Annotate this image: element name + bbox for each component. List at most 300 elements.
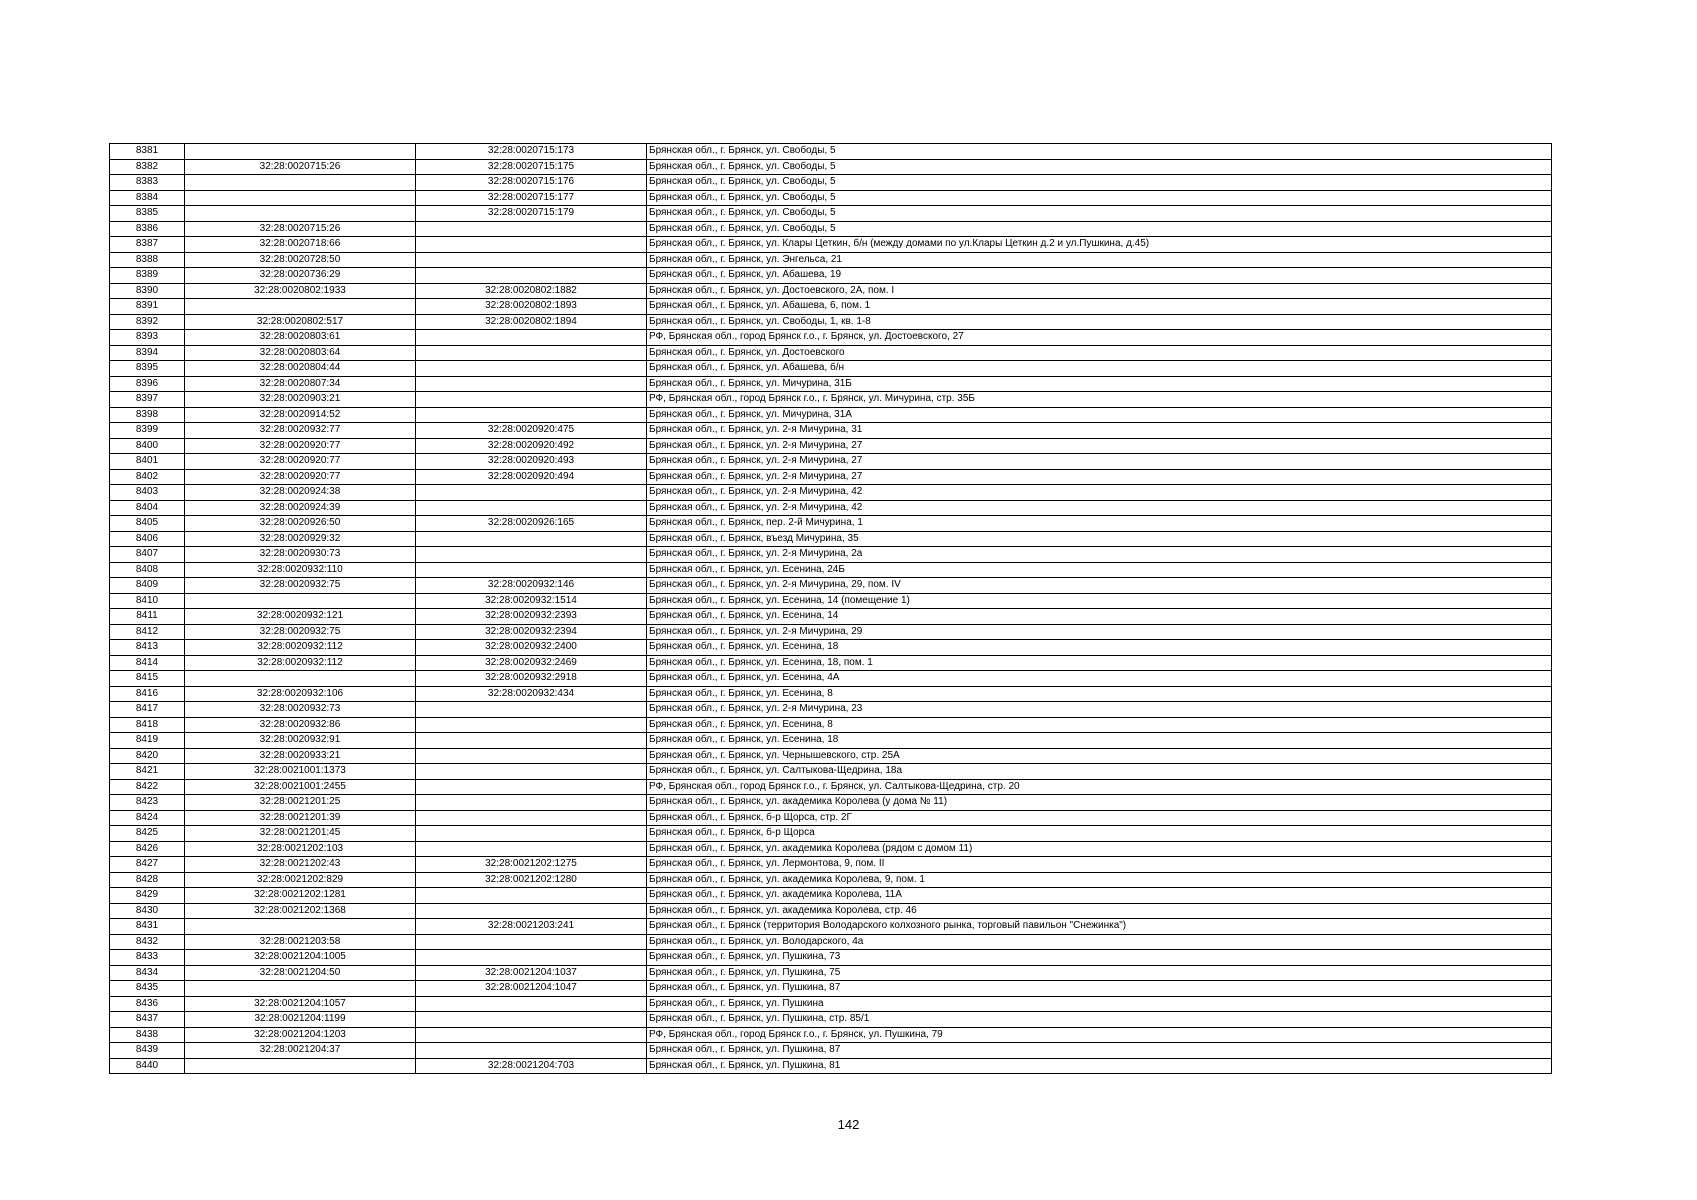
row-number-cell: 8391 — [110, 299, 185, 315]
address-cell: Брянская обл., г. Брянск, ул. Есенина, 8 — [647, 717, 1552, 733]
table-row — [110, 330, 1552, 346]
table-row — [110, 299, 1552, 315]
table-row — [110, 795, 1552, 811]
land-cadastral-cell: 32:28:0021202:43 — [185, 857, 416, 873]
building-cadastral-cell: 32:28:0020932:434 — [416, 686, 647, 702]
land-cadastral-cell — [185, 593, 416, 609]
table-row — [110, 686, 1552, 702]
address-cell: Брянская обл., г. Брянск, ул. академика Королева (у дома № 11) — [647, 795, 1552, 811]
row-number-cell: 8408 — [110, 562, 185, 578]
row-number-cell: 8422 — [110, 779, 185, 795]
row-number-cell: 8394 — [110, 345, 185, 361]
address-cell: Брянская обл., г. Брянск, ул. Лермонтова, 9, пом. II — [647, 857, 1552, 873]
building-cadastral-cell — [416, 826, 647, 842]
building-cadastral-cell — [416, 392, 647, 408]
row-number-cell: 8435 — [110, 981, 185, 997]
address-cell: Брянская обл., г. Брянск, ул. 2-я Мичурина, 23 — [647, 702, 1552, 718]
row-number-cell: 8405 — [110, 516, 185, 532]
row-number-cell: 8439 — [110, 1043, 185, 1059]
land-cadastral-cell: 32:28:0020802:517 — [185, 314, 416, 330]
address-cell: Брянская обл., г. Брянск, ул. 2-я Мичурина, 27 — [647, 469, 1552, 485]
address-cell: Брянская обл., г. Брянск, ул. Пушкина, 87 — [647, 981, 1552, 997]
table-row — [110, 531, 1552, 547]
table-row — [110, 733, 1552, 749]
row-number-cell: 8440 — [110, 1058, 185, 1074]
land-cadastral-cell: 32:28:0020903:21 — [185, 392, 416, 408]
land-cadastral-cell: 32:28:0020932:121 — [185, 609, 416, 625]
building-cadastral-cell: 32:28:0021204:1047 — [416, 981, 647, 997]
row-number-cell: 8425 — [110, 826, 185, 842]
table-row — [110, 624, 1552, 640]
table-row — [110, 206, 1552, 222]
land-cadastral-cell — [185, 206, 416, 222]
land-cadastral-cell: 32:28:0020932:75 — [185, 624, 416, 640]
table-row — [110, 469, 1552, 485]
land-cadastral-cell: 32:28:0020932:77 — [185, 423, 416, 439]
row-number-cell: 8396 — [110, 376, 185, 392]
table-row — [110, 407, 1552, 423]
building-cadastral-cell — [416, 888, 647, 904]
address-cell: Брянская обл., г. Брянск, ул. Пушкина, 73 — [647, 950, 1552, 966]
address-cell: Брянская обл., г. Брянск, ул. Мичурина, 31А — [647, 407, 1552, 423]
table-row — [110, 438, 1552, 454]
building-cadastral-cell: 32:28:0021203:241 — [416, 919, 647, 935]
address-cell: Брянская обл., г. Брянск, ул. Пушкина, 87 — [647, 1043, 1552, 1059]
building-cadastral-cell: 32:28:0020920:492 — [416, 438, 647, 454]
building-cadastral-cell: 32:28:0020932:2918 — [416, 671, 647, 687]
land-cadastral-cell: 32:28:0021202:103 — [185, 841, 416, 857]
land-cadastral-cell: 32:28:0020802:1933 — [185, 283, 416, 299]
address-cell: Брянская обл., г. Брянск, ул. Свободы, 5 — [647, 175, 1552, 191]
land-cadastral-cell: 32:28:0020932:91 — [185, 733, 416, 749]
land-cadastral-cell: 32:28:0020920:77 — [185, 454, 416, 470]
land-cadastral-cell: 32:28:0020932:106 — [185, 686, 416, 702]
address-cell: Брянская обл., г. Брянск, ул. Есенина, 24Б — [647, 562, 1552, 578]
building-cadastral-cell — [416, 764, 647, 780]
building-cadastral-cell: 32:28:0020920:493 — [416, 454, 647, 470]
building-cadastral-cell — [416, 1012, 647, 1028]
row-number-cell: 8406 — [110, 531, 185, 547]
row-number-cell: 8436 — [110, 996, 185, 1012]
table-row — [110, 671, 1552, 687]
table-row — [110, 252, 1552, 268]
address-cell: Брянская обл., г. Брянск, ул. академика Королева, 11А — [647, 888, 1552, 904]
table-row — [110, 826, 1552, 842]
table-row — [110, 965, 1552, 981]
building-cadastral-cell: 32:28:0020926:165 — [416, 516, 647, 532]
land-cadastral-cell: 32:28:0020926:50 — [185, 516, 416, 532]
row-number-cell: 8413 — [110, 640, 185, 656]
row-number-cell: 8386 — [110, 221, 185, 237]
row-number-cell: 8404 — [110, 500, 185, 516]
land-cadastral-cell: 32:28:0020718:66 — [185, 237, 416, 253]
row-number-cell: 8392 — [110, 314, 185, 330]
building-cadastral-cell — [416, 500, 647, 516]
land-cadastral-cell: 32:28:0020924:39 — [185, 500, 416, 516]
building-cadastral-cell — [416, 1027, 647, 1043]
table-row — [110, 748, 1552, 764]
table-row — [110, 934, 1552, 950]
building-cadastral-cell: 32:28:0021204:703 — [416, 1058, 647, 1074]
address-cell: Брянская обл., г. Брянск, б-р Щорса — [647, 826, 1552, 842]
table-row — [110, 996, 1552, 1012]
address-cell: Брянская обл., г. Брянск, ул. Салтыкова-Щедрина, 18а — [647, 764, 1552, 780]
table-row — [110, 485, 1552, 501]
building-cadastral-cell — [416, 934, 647, 950]
address-cell: Брянская обл., г. Брянск, ул. Пушкина — [647, 996, 1552, 1012]
building-cadastral-cell — [416, 810, 647, 826]
row-number-cell: 8388 — [110, 252, 185, 268]
land-cadastral-cell: 32:28:0021201:25 — [185, 795, 416, 811]
row-number-cell: 8381 — [110, 144, 185, 160]
address-cell: Брянская обл., г. Брянск, ул. Пушкина, 75 — [647, 965, 1552, 981]
address-cell: Брянская обл., г. Брянск, ул. Есенина, 14 (помещение 1) — [647, 593, 1552, 609]
land-cadastral-cell: 32:28:0020803:61 — [185, 330, 416, 346]
table-row — [110, 950, 1552, 966]
building-cadastral-cell — [416, 717, 647, 733]
building-cadastral-cell: 32:28:0020802:1882 — [416, 283, 647, 299]
table-row — [110, 144, 1552, 160]
building-cadastral-cell — [416, 361, 647, 377]
row-number-cell: 8402 — [110, 469, 185, 485]
address-cell: Брянская обл., г. Брянск, ул. 2-я Мичурина, 42 — [647, 500, 1552, 516]
row-number-cell: 8434 — [110, 965, 185, 981]
row-number-cell: 8437 — [110, 1012, 185, 1028]
land-cadastral-cell: 32:28:0020807:34 — [185, 376, 416, 392]
building-cadastral-cell: 32:28:0020715:177 — [416, 190, 647, 206]
land-cadastral-cell — [185, 981, 416, 997]
land-cadastral-cell: 32:28:0021204:1203 — [185, 1027, 416, 1043]
land-cadastral-cell: 32:28:0020929:32 — [185, 531, 416, 547]
address-cell: Брянская обл., г. Брянск, ул. Энгельса, 21 — [647, 252, 1552, 268]
address-cell: Брянская обл., г. Брянск, ул. Есенина, 18 — [647, 640, 1552, 656]
land-cadastral-cell: 32:28:0021202:1281 — [185, 888, 416, 904]
address-cell: Брянская обл., г. Брянск, ул. 2-я Мичурина, 27 — [647, 454, 1552, 470]
table-row — [110, 314, 1552, 330]
table-row — [110, 345, 1552, 361]
address-cell: Брянская обл., г. Брянск, ул. Абашева, 6, пом. 1 — [647, 299, 1552, 315]
table-row — [110, 423, 1552, 439]
address-cell: Брянская обл., г. Брянск, ул. Свободы, 5 — [647, 206, 1552, 222]
address-cell: Брянская обл., г. Брянск, ул. 2-я Мичурина, 29 — [647, 624, 1552, 640]
address-cell: Брянская обл., г. Брянск, ул. Свободы, 5 — [647, 190, 1552, 206]
building-cadastral-cell: 32:28:0021202:1280 — [416, 872, 647, 888]
table-body — [110, 144, 1552, 1074]
land-cadastral-cell: 32:28:0020728:50 — [185, 252, 416, 268]
address-cell: Брянская обл., г. Брянск, ул. академика Королева (рядом с домом 11) — [647, 841, 1552, 857]
table-row — [110, 1058, 1552, 1074]
building-cadastral-cell — [416, 748, 647, 764]
building-cadastral-cell — [416, 485, 647, 501]
building-cadastral-cell — [416, 562, 647, 578]
table-row — [110, 702, 1552, 718]
land-cadastral-cell — [185, 1058, 416, 1074]
land-cadastral-cell: 32:28:0021204:1005 — [185, 950, 416, 966]
building-cadastral-cell: 32:28:0020715:175 — [416, 159, 647, 175]
row-number-cell: 8395 — [110, 361, 185, 377]
table-row — [110, 283, 1552, 299]
land-cadastral-cell: 32:28:0020933:21 — [185, 748, 416, 764]
row-number-cell: 8424 — [110, 810, 185, 826]
row-number-cell: 8420 — [110, 748, 185, 764]
row-number-cell: 8430 — [110, 903, 185, 919]
row-number-cell: 8423 — [110, 795, 185, 811]
table-row — [110, 593, 1552, 609]
address-cell: Брянская обл., г. Брянск, ул. Есенина, 18, пом. 1 — [647, 655, 1552, 671]
table-row — [110, 175, 1552, 191]
land-cadastral-cell: 32:28:0021203:58 — [185, 934, 416, 950]
building-cadastral-cell — [416, 237, 647, 253]
land-cadastral-cell — [185, 299, 416, 315]
table-row — [110, 221, 1552, 237]
address-cell: Брянская обл., г. Брянск, ул. Абашева, 19 — [647, 268, 1552, 284]
land-cadastral-cell: 32:28:0020924:38 — [185, 485, 416, 501]
address-cell: Брянская обл., г. Брянск, ул. Свободы, 5 — [647, 221, 1552, 237]
row-number-cell: 8429 — [110, 888, 185, 904]
row-number-cell: 8421 — [110, 764, 185, 780]
building-cadastral-cell: 32:28:0021204:1037 — [416, 965, 647, 981]
building-cadastral-cell: 32:28:0020715:173 — [416, 144, 647, 160]
land-cadastral-cell: 32:28:0020932:112 — [185, 655, 416, 671]
land-cadastral-cell: 32:28:0021204:50 — [185, 965, 416, 981]
row-number-cell: 8399 — [110, 423, 185, 439]
row-number-cell: 8400 — [110, 438, 185, 454]
building-cadastral-cell — [416, 330, 647, 346]
building-cadastral-cell: 32:28:0020802:1893 — [416, 299, 647, 315]
address-cell: Брянская обл., г. Брянск, ул. Пушкина, 81 — [647, 1058, 1552, 1074]
table-row — [110, 237, 1552, 253]
building-cadastral-cell: 32:28:0020920:494 — [416, 469, 647, 485]
address-cell: Брянская обл., г. Брянск, ул. 2-я Мичурина, 29, пом. IV — [647, 578, 1552, 594]
address-cell: Брянская обл., г. Брянск, ул. Свободы, 5 — [647, 144, 1552, 160]
building-cadastral-cell — [416, 376, 647, 392]
building-cadastral-cell — [416, 1043, 647, 1059]
row-number-cell: 8387 — [110, 237, 185, 253]
row-number-cell: 8432 — [110, 934, 185, 950]
page-number: 142 — [837, 1117, 860, 1132]
row-number-cell: 8417 — [110, 702, 185, 718]
table-row — [110, 547, 1552, 563]
row-number-cell: 8382 — [110, 159, 185, 175]
table-row — [110, 764, 1552, 780]
row-number-cell: 8384 — [110, 190, 185, 206]
table-row — [110, 392, 1552, 408]
building-cadastral-cell: 32:28:0020932:146 — [416, 578, 647, 594]
building-cadastral-cell — [416, 252, 647, 268]
row-number-cell: 8385 — [110, 206, 185, 222]
building-cadastral-cell — [416, 841, 647, 857]
table-row — [110, 454, 1552, 470]
cadastral-table — [109, 143, 1552, 1074]
land-cadastral-cell: 32:28:0021204:37 — [185, 1043, 416, 1059]
building-cadastral-cell — [416, 996, 647, 1012]
address-cell: Брянская обл., г. Брянск, ул. Есенина, 4А — [647, 671, 1552, 687]
land-cadastral-cell — [185, 190, 416, 206]
row-number-cell: 8438 — [110, 1027, 185, 1043]
land-cadastral-cell: 32:28:0020932:73 — [185, 702, 416, 718]
row-number-cell: 8393 — [110, 330, 185, 346]
land-cadastral-cell: 32:28:0020914:52 — [185, 407, 416, 423]
building-cadastral-cell — [416, 407, 647, 423]
address-cell: Брянская обл., г. Брянск (территория Володарского колхозного рынка, торговый павильон "Снежинка") — [647, 919, 1552, 935]
land-cadastral-cell: 32:28:0021001:1373 — [185, 764, 416, 780]
row-number-cell: 8410 — [110, 593, 185, 609]
land-cadastral-cell — [185, 175, 416, 191]
row-number-cell: 8433 — [110, 950, 185, 966]
address-cell: Брянская обл., г. Брянск, ул. академика Королева, стр. 46 — [647, 903, 1552, 919]
land-cadastral-cell: 32:28:0020804:44 — [185, 361, 416, 377]
land-cadastral-cell — [185, 144, 416, 160]
building-cadastral-cell — [416, 702, 647, 718]
address-cell: Брянская обл., г. Брянск, ул. Есенина, 8 — [647, 686, 1552, 702]
building-cadastral-cell: 32:28:0020932:1514 — [416, 593, 647, 609]
table-row — [110, 190, 1552, 206]
building-cadastral-cell — [416, 950, 647, 966]
row-number-cell: 8419 — [110, 733, 185, 749]
address-cell: РФ, Брянская обл., город Брянск г.о., г. Брянск, ул. Пушкина, 79 — [647, 1027, 1552, 1043]
table-row — [110, 1012, 1552, 1028]
address-cell: Брянская обл., г. Брянск, ул. Достоевского, 2А, пом. I — [647, 283, 1552, 299]
land-cadastral-cell: 32:28:0021201:45 — [185, 826, 416, 842]
table-row — [110, 159, 1552, 175]
building-cadastral-cell — [416, 733, 647, 749]
address-cell: Брянская обл., г. Брянск, ул. Клары Цеткин, б/н (между домами по ул.Клары Цеткин д.2 и ул.Пушкина, д.45) — [647, 237, 1552, 253]
table-row — [110, 857, 1552, 873]
address-cell: Брянская обл., г. Брянск, ул. Есенина, 18 — [647, 733, 1552, 749]
table-row — [110, 516, 1552, 532]
address-cell: Брянская обл., г. Брянск, ул. 2-я Мичурина, 2а — [647, 547, 1552, 563]
row-number-cell: 8418 — [110, 717, 185, 733]
row-number-cell: 8398 — [110, 407, 185, 423]
table-row — [110, 1043, 1552, 1059]
land-cadastral-cell: 32:28:0020920:77 — [185, 469, 416, 485]
table-row — [110, 888, 1552, 904]
building-cadastral-cell: 32:28:0020802:1894 — [416, 314, 647, 330]
address-cell: Брянская обл., г. Брянск, б-р Щорса, стр. 2Г — [647, 810, 1552, 826]
building-cadastral-cell — [416, 903, 647, 919]
land-cadastral-cell: 32:28:0020736:29 — [185, 268, 416, 284]
building-cadastral-cell — [416, 547, 647, 563]
address-cell: Брянская обл., г. Брянск, ул. Свободы, 1, кв. 1-8 — [647, 314, 1552, 330]
row-number-cell: 8397 — [110, 392, 185, 408]
row-number-cell: 8390 — [110, 283, 185, 299]
building-cadastral-cell: 32:28:0020932:2400 — [416, 640, 647, 656]
building-cadastral-cell — [416, 779, 647, 795]
row-number-cell: 8389 — [110, 268, 185, 284]
address-cell: Брянская обл., г. Брянск, ул. Достоевского — [647, 345, 1552, 361]
row-number-cell: 8412 — [110, 624, 185, 640]
row-number-cell: 8409 — [110, 578, 185, 594]
building-cadastral-cell: 32:28:0020715:176 — [416, 175, 647, 191]
land-cadastral-cell: 32:28:0020803:64 — [185, 345, 416, 361]
building-cadastral-cell: 32:28:0020932:2394 — [416, 624, 647, 640]
address-cell: Брянская обл., г. Брянск, въезд Мичурина, 35 — [647, 531, 1552, 547]
land-cadastral-cell: 32:28:0021204:1199 — [185, 1012, 416, 1028]
land-cadastral-cell: 32:28:0021202:829 — [185, 872, 416, 888]
row-number-cell: 8427 — [110, 857, 185, 873]
land-cadastral-cell: 32:28:0020932:110 — [185, 562, 416, 578]
building-cadastral-cell: 32:28:0020920:475 — [416, 423, 647, 439]
table-row — [110, 655, 1552, 671]
table-row — [110, 640, 1552, 656]
land-cadastral-cell: 32:28:0021204:1057 — [185, 996, 416, 1012]
land-cadastral-cell — [185, 671, 416, 687]
table-row — [110, 609, 1552, 625]
address-cell: Брянская обл., г. Брянск, ул. 2-я Мичурина, 42 — [647, 485, 1552, 501]
row-number-cell: 8415 — [110, 671, 185, 687]
address-cell: Брянская обл., г. Брянск, ул. Володарского, 4а — [647, 934, 1552, 950]
table-row — [110, 1027, 1552, 1043]
table-row — [110, 810, 1552, 826]
address-cell: Брянская обл., г. Брянск, ул. Чернышевского, стр. 25А — [647, 748, 1552, 764]
land-cadastral-cell: 32:28:0020715:26 — [185, 221, 416, 237]
building-cadastral-cell: 32:28:0020715:179 — [416, 206, 647, 222]
address-cell: Брянская обл., г. Брянск, пер. 2-й Мичурина, 1 — [647, 516, 1552, 532]
table-row — [110, 717, 1552, 733]
building-cadastral-cell — [416, 268, 647, 284]
address-cell: Брянская обл., г. Брянск, ул. Абашева, б/н — [647, 361, 1552, 377]
table-row — [110, 562, 1552, 578]
address-cell: Брянская обл., г. Брянск, ул. Свободы, 5 — [647, 159, 1552, 175]
land-cadastral-cell: 32:28:0021202:1368 — [185, 903, 416, 919]
building-cadastral-cell — [416, 221, 647, 237]
table-row — [110, 361, 1552, 377]
address-cell: Брянская обл., г. Брянск, ул. академика Королева, 9, пом. 1 — [647, 872, 1552, 888]
table-row — [110, 981, 1552, 997]
land-cadastral-cell: 32:28:0021001:2455 — [185, 779, 416, 795]
table-row — [110, 376, 1552, 392]
building-cadastral-cell — [416, 795, 647, 811]
address-cell: РФ, Брянская обл., город Брянск г.о., г. Брянск, ул. Салтыкова-Щедрина, стр. 20 — [647, 779, 1552, 795]
row-number-cell: 8431 — [110, 919, 185, 935]
address-cell: Брянская обл., г. Брянск, ул. 2-я Мичурина, 27 — [647, 438, 1552, 454]
land-cadastral-cell: 32:28:0020932:75 — [185, 578, 416, 594]
row-number-cell: 8407 — [110, 547, 185, 563]
table-row — [110, 841, 1552, 857]
address-cell: РФ, Брянская обл., город Брянск г.о., г. Брянск, ул. Мичурина, стр. 35Б — [647, 392, 1552, 408]
land-cadastral-cell: 32:28:0021201:39 — [185, 810, 416, 826]
table-row — [110, 872, 1552, 888]
building-cadastral-cell — [416, 531, 647, 547]
land-cadastral-cell: 32:28:0020930:73 — [185, 547, 416, 563]
land-cadastral-cell — [185, 919, 416, 935]
land-cadastral-cell: 32:28:0020715:26 — [185, 159, 416, 175]
table-row — [110, 903, 1552, 919]
row-number-cell: 8411 — [110, 609, 185, 625]
row-number-cell: 8403 — [110, 485, 185, 501]
address-cell: Брянская обл., г. Брянск, ул. Мичурина, 31Б — [647, 376, 1552, 392]
row-number-cell: 8426 — [110, 841, 185, 857]
land-cadastral-cell: 32:28:0020920:77 — [185, 438, 416, 454]
address-cell: Брянская обл., г. Брянск, ул. Есенина, 14 — [647, 609, 1552, 625]
building-cadastral-cell: 32:28:0020932:2469 — [416, 655, 647, 671]
row-number-cell: 8428 — [110, 872, 185, 888]
row-number-cell: 8383 — [110, 175, 185, 191]
table-row — [110, 578, 1552, 594]
building-cadastral-cell: 32:28:0021202:1275 — [416, 857, 647, 873]
table-row — [110, 919, 1552, 935]
table-row — [110, 500, 1552, 516]
address-cell: Брянская обл., г. Брянск, ул. Пушкина, стр. 85/1 — [647, 1012, 1552, 1028]
row-number-cell: 8414 — [110, 655, 185, 671]
table-row — [110, 779, 1552, 795]
row-number-cell: 8401 — [110, 454, 185, 470]
row-number-cell: 8416 — [110, 686, 185, 702]
building-cadastral-cell — [416, 345, 647, 361]
address-cell: Брянская обл., г. Брянск, ул. 2-я Мичурина, 31 — [647, 423, 1552, 439]
land-cadastral-cell: 32:28:0020932:86 — [185, 717, 416, 733]
address-cell: РФ, Брянская обл., город Брянск г.о., г. Брянск, ул. Достоевского, 27 — [647, 330, 1552, 346]
